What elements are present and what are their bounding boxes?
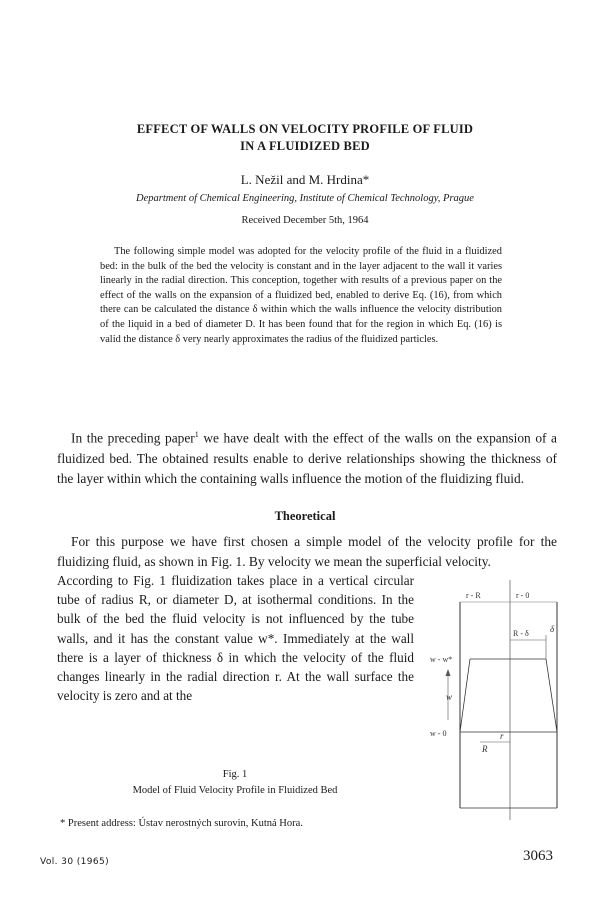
page-number: 3063 [523,848,553,864]
label-R-minus-delta: R - δ [513,629,529,638]
w-axis-arrowhead [446,669,451,676]
affiliation: Department of Chemical Engineering, Institute of Chemical Technology, Prague [136,193,474,204]
volume-info: Vol. 30 (1965) [40,857,110,867]
velocity-profile-diagram [420,580,570,820]
footnote-ref: 1 [194,430,199,439]
abstract: The following simple model was adopted for the velocity profile of the fluid in a fluidized bed: in the bulk of the bed the velocity is constant and in the layer adjacent to the wall it varies linearly in the radial direction. This conception, together with results of a previous paper on the effect of the walls on the expansion of a fluidized bed, enabled to derive Eq. (16), from which there can be calculated the distance δ within which the walls influence the velocity distribution of the liquid in a bed of diameter D. It has been found that for the region in which Eq. (16) is valid the distance δ very nearly approximates the radius of the fluidized particles. [100,246,502,345]
figure-number: Fig. 1 [222,769,248,780]
title-line-2: IN A FLUIDIZED BED [240,139,370,153]
intro-text-end: we have dealt with the effect of the walls on the expansion of a fluidized bed. The obtained results enable to derive relationships showing the thickness of the layer within which the containing walls influence the motion of the fluidizing fluid. [57,430,557,487]
theory-paragraph-1: For this purpose we have first chosen a simple model of the velocity profile for the fluidizing fluid, as shown in Fig. 1. By velocity we mean the superficial velocity. [57,534,557,569]
figure-title: Model of Fluid Velocity Profile in Fluidized Bed [132,785,338,796]
theory-paragraph-2: According to Fig. 1 fluidization takes place in a vertical circular tube of radius R, or diameter D, at isothermal conditions. In the bulk of the bed the fluid velocity is not influenced by the tube walls, and it has the constant value w*. Immediately at the wall there is a layer of thickness δ in which the velocity of the fluid changes linearly in the radial direction r. At the wall surface the velocity is zero and at the [57,573,414,704]
label-w: w [446,692,453,702]
label-r: r [500,731,504,741]
intro-paragraph [57,425,557,490]
paper-title [60,121,550,155]
figure-1 [420,580,570,820]
section-heading: Theoretical [274,509,336,523]
right-slope-line [546,659,557,732]
label-w-star: w - w* [430,655,453,664]
label-w-zero: w - 0 [430,729,447,738]
received-date: Received December 5th, 1964 [241,215,369,226]
label-r-R: r - R [466,591,481,600]
title-line-1: EFFECT OF WALLS ON VELOCITY PROFILE OF FLUID [136,122,474,136]
left-slope-line [460,659,470,732]
label-R: R [482,744,488,754]
label-r-0: r - 0 [516,591,530,600]
figure-caption [60,767,410,799]
authors: L. Nežil and M. Hrdina* [240,172,370,187]
footnote: * Present address: Ústav nerostných surovin, Kutná Hora. [60,818,303,829]
intro-text-start: In the preceding paper [71,430,195,446]
label-delta: δ [550,624,555,634]
